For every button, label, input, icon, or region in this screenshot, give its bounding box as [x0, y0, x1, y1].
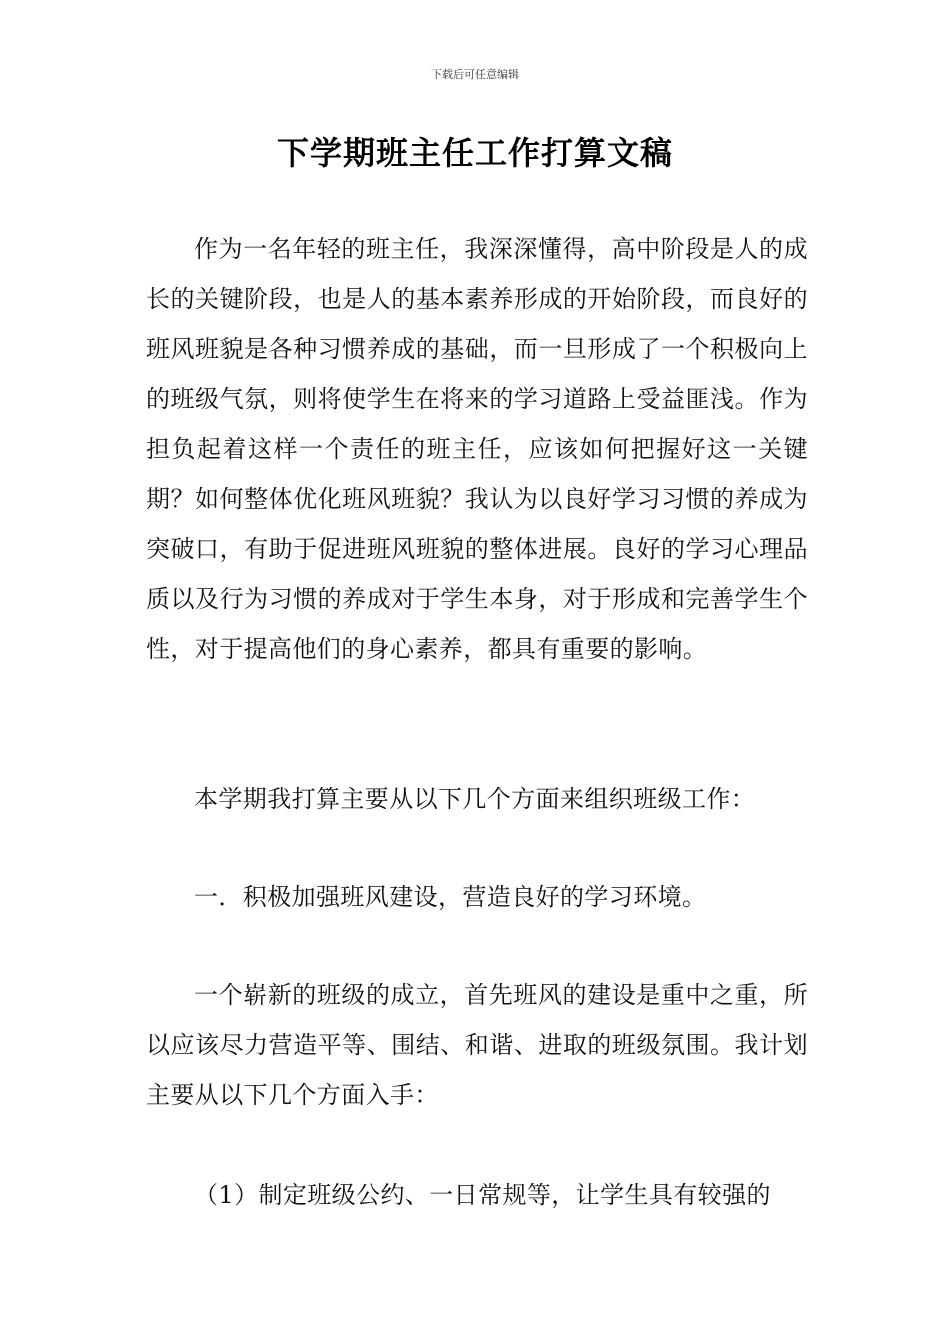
list-item-1: （1）制定班级公约、一日常规等，让学生具有较强的 — [194, 1181, 771, 1209]
paragraph-intro: 作为一名年轻的班主任，我深深懂得，高中阶段是人的成长的关键阶段，也是人的基本素养形成的开始阶段，而良好的班风班貌是各种习惯养成的基础，而一旦形成了一个积极向上的班级气氛，则将使学生在将来的学习道路上受益匪浅。作为担负起着这样一个责任的班主任，应该如何把握好这一关键期？如何整体优化班风班貌？我认为以良好学习习惯的养成为突破口，有助于促进班风班貌的整体进展。良好的学习心理品质以及行为习惯的养成对于学生本身，对于形成和完善学生个性，对于提高他们的身心素养，都具有重要的影响。 — [146, 235, 808, 663]
paragraph-section-1: 一个崭新的班级的成立，首先班风的建设是重中之重，所以应该尽力营造平等、围结、和谐、进取的班级氛围。我计划主要从以下几个方面入手： — [146, 981, 808, 1109]
section-heading-1: 一．积极加强班风建设，营造良好的学习环境。 — [194, 883, 707, 911]
header-note: 下载后可任意编辑 — [431, 68, 519, 81]
document-title: 下学期班主任工作打算文稿 — [276, 134, 673, 172]
paragraph-plan-intro: 本学期我打算主要从以下几个方面来组织班级工作： — [194, 785, 756, 813]
